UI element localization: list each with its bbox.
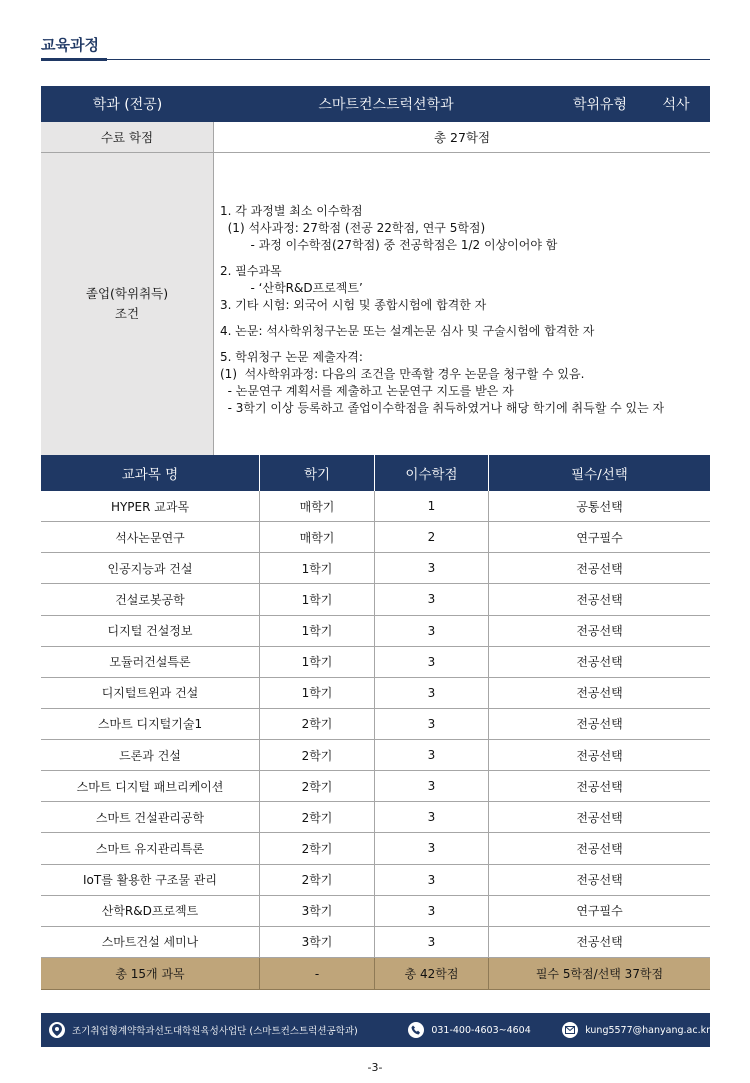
course-semester: 2학기: [260, 709, 375, 739]
course-semester: 2학기: [260, 740, 375, 770]
contact-footer: [41, 1013, 710, 1047]
course-name: 건설로봇공학: [41, 584, 260, 614]
spacer: [220, 254, 710, 263]
course-type: 전공선택: [576, 592, 623, 607]
course-type: 공통선택: [576, 499, 623, 514]
course-type: 전공선택: [576, 810, 623, 825]
completion-credits-label: 수료 학점: [41, 122, 214, 152]
course-credits: 1: [375, 491, 489, 521]
location-pin-icon: [49, 1022, 65, 1038]
table-row: [41, 491, 710, 522]
table-row: [41, 522, 710, 553]
course-name: IoT를 활용한 구조물 관리: [41, 865, 260, 895]
course-type: 연구필수: [576, 904, 623, 919]
graduation-condition-line: - 과정 이수학점(27학점) 중 전공학점은 1/2 이상이어야 함: [220, 238, 558, 252]
dept-label: 학과 (전공): [92, 97, 163, 113]
course-credits: 3: [375, 740, 489, 770]
graduation-label-line2: 조건: [114, 306, 140, 321]
course-name: HYPER 교과목: [41, 491, 260, 521]
table-row: [41, 802, 710, 833]
mail-icon: [562, 1022, 578, 1038]
course-semester: 2학기: [260, 865, 375, 895]
course-type: 전공선택: [576, 655, 623, 670]
completion-credits-row: [41, 122, 710, 153]
graduation-condition-line: 2. 필수과목: [220, 264, 282, 278]
course-credits: 3: [375, 584, 489, 614]
graduation-condition-line: 1. 각 과정별 최소 이수학점: [220, 204, 363, 218]
course-type: 전공선택: [576, 748, 623, 763]
total-type: 필수 5학점/선택 37학점: [535, 967, 664, 981]
table-row: [41, 771, 710, 802]
program-header-row: [41, 86, 710, 122]
table-row: [41, 865, 710, 896]
graduation-condition-line: 4. 논문: 석사학위청구논문 또는 설계논문 심사 및 구술시험에 합격한 자: [220, 324, 595, 338]
spacer: [220, 340, 710, 349]
page-number: -3-: [367, 1061, 383, 1074]
table-row: [41, 927, 710, 958]
course-name: 디지털 건설정보: [41, 616, 260, 646]
table-row: [41, 740, 710, 771]
graduation-condition-line: 3. 기타 시험: 외국어 시험 및 종합시험에 합격한 자: [220, 298, 487, 312]
course-credits: 3: [375, 833, 489, 863]
title-divider: [41, 59, 710, 60]
course-credits: 3: [375, 553, 489, 583]
course-semester: 1학기: [260, 584, 375, 614]
course-type: 전공선택: [576, 779, 623, 794]
graduation-conditions-row: [41, 153, 710, 455]
course-name-header: 교과목 명: [41, 455, 260, 491]
course-name: 스마트건설 세미나: [41, 927, 260, 957]
total-credits: 총 42학점: [375, 958, 489, 989]
course-semester: 1학기: [260, 616, 375, 646]
course-semester: 매학기: [260, 522, 375, 552]
completion-credits-value: 총 27학점: [433, 130, 491, 145]
course-credits: 3: [375, 616, 489, 646]
total-courses: 총 15개 과목: [41, 958, 260, 989]
course-credits: 2: [375, 522, 489, 552]
course-semester: 3학기: [260, 896, 375, 926]
table-row: [41, 833, 710, 864]
course-semester: 2학기: [260, 833, 375, 863]
degree-type-label: 학위유형: [572, 97, 628, 113]
course-type: 전공선택: [576, 686, 623, 701]
course-credits: 3: [375, 896, 489, 926]
footer-email: [562, 1022, 710, 1038]
title-accent-bar: [41, 58, 107, 61]
course-name: 산학R&D프로젝트: [41, 896, 260, 926]
course-semester: 2학기: [260, 802, 375, 832]
course-credits: 3: [375, 647, 489, 677]
table-row: [41, 553, 710, 584]
graduation-condition-line: - ‘산학R&D프로젝트’: [220, 281, 363, 295]
table-row: [41, 616, 710, 647]
course-type: 전공선택: [576, 717, 623, 732]
graduation-label-line1: 졸업(학위취득): [85, 286, 169, 301]
graduation-condition-line: - 논문연구 계획서를 제출하고 논문연구 지도를 받은 자: [220, 384, 514, 398]
course-type: 전공선택: [576, 841, 623, 856]
footer-phone-text: 031-400-4603~4604: [431, 1024, 531, 1036]
course-semester: 1학기: [260, 553, 375, 583]
dept-value: 스마트컨스트럭션학과: [318, 97, 454, 113]
footer-org: [49, 1022, 408, 1038]
course-semester: 1학기: [260, 647, 375, 677]
table-row: [41, 584, 710, 615]
course-credits: 3: [375, 678, 489, 708]
degree-type-value: 석사: [662, 97, 690, 113]
footer-org-text: 조기취업형계약학과선도대학원육성사업단 (스마트컨스트럭션공학과): [72, 1026, 358, 1037]
course-semester: 2학기: [260, 771, 375, 801]
course-name: 석사논문연구: [41, 522, 260, 552]
course-name: 스마트 건설관리공학: [41, 802, 260, 832]
table-row: [41, 896, 710, 927]
course-semester: 1학기: [260, 678, 375, 708]
table-row: [41, 709, 710, 740]
course-name: 드론과 건설: [41, 740, 260, 770]
course-semester: 매학기: [260, 491, 375, 521]
course-credits: 3: [375, 709, 489, 739]
course-credits-header: 이수학점: [375, 455, 489, 491]
course-type: 전공선택: [576, 873, 623, 888]
graduation-condition-line: (1) 석사과정: 27학점 (전공 22학점, 연구 5학점): [220, 221, 486, 235]
course-credits: 3: [375, 802, 489, 832]
course-credits: 3: [375, 771, 489, 801]
course-name: 스마트 디지털 패브리케이션: [41, 771, 260, 801]
footer-email-text[interactable]: kung5577@hanyang.ac.kr: [585, 1024, 710, 1036]
spacer: [220, 314, 710, 323]
course-type: 전공선택: [576, 935, 623, 950]
course-type: 전공선택: [576, 624, 623, 639]
course-name: 모듈러건설특론: [41, 647, 260, 677]
graduation-condition-line: (1) 석사학위과정: 다음의 조건을 만족할 경우 논문을 청구할 수 있음.: [220, 367, 585, 381]
course-totals-row: [41, 958, 710, 990]
course-type-header: 필수/선택: [571, 467, 628, 483]
course-table-header: [41, 455, 710, 491]
course-semester: 3학기: [260, 927, 375, 957]
section-title: 교육과정: [41, 36, 99, 54]
course-name: 인공지능과 건설: [41, 553, 260, 583]
course-credits: 3: [375, 927, 489, 957]
graduation-condition-line: - 3학기 이상 등록하고 졸업이수학점을 취득하였거나 해당 학기에 취득할 수 있는 자: [220, 401, 665, 415]
course-name: 스마트 디지털기술1: [41, 709, 260, 739]
phone-icon: [408, 1022, 424, 1038]
course-type: 전공선택: [576, 561, 623, 576]
graduation-conditions-body: [214, 153, 710, 455]
course-name: 스마트 유지관리특론: [41, 833, 260, 863]
total-semester: -: [260, 958, 375, 989]
footer-phone: [408, 1022, 562, 1038]
course-name: 디지털트윈과 건설: [41, 678, 260, 708]
course-type: 연구필수: [576, 530, 623, 545]
graduation-conditions-label: [41, 153, 214, 455]
table-row: [41, 678, 710, 709]
course-semester-header: 학기: [260, 455, 375, 491]
course-credits: 3: [375, 865, 489, 895]
table-row: [41, 647, 710, 678]
graduation-condition-line: 5. 학위청구 논문 제출자격:: [220, 350, 363, 364]
